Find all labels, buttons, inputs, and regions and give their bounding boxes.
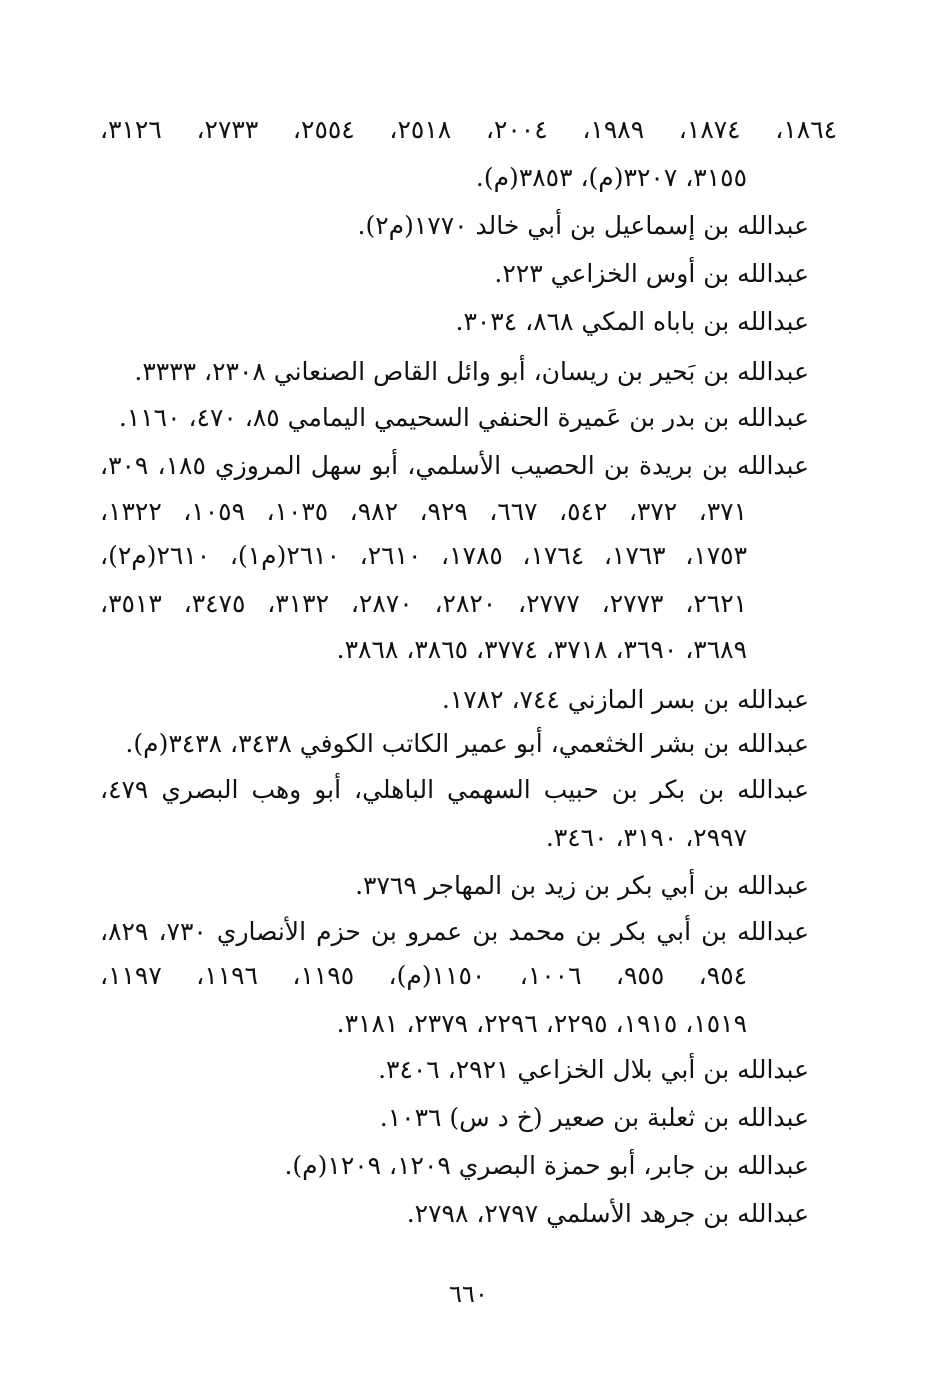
index-entry: عبدالله بن جابر، أبو حمزة البصري ١٢٠٩، ١٢٠٩(م). (284, 1151, 809, 1180)
index-line: ٣٦٨٩، ٣٦٩٠، ٣٧١٨، ٣٧٧٤، ٣٨٦٥، ٣٨٦٨. (336, 635, 747, 664)
index-entry: عبدالله بن بكر بن حبيب السهمي الباهلي، أبو وهب البصري ٤٧٩، (100, 775, 809, 804)
index-entry: عبدالله بن إسماعيل بن أبي خالد ١٧٧٠(م٢). (357, 211, 809, 240)
index-entry: عبدالله بن بشر الخثعمي، أبو عمير الكاتب الكوفي ٣٤٣٨، ٣٤٣٨(م). (125, 729, 809, 758)
index-entry: عبدالله بن أوس الخزاعي ٢٢٣. (494, 259, 809, 288)
index-entry: عبدالله بن أبي بكر بن محمد بن عمرو بن حزم الأنصاري ٧٣٠، ٨٢٩، (100, 917, 809, 946)
index-line: ١٧٥٣، ١٧٦٣، ١٧٦٤، ١٧٨٥، ٢٦١٠، ٢٦١٠(م١)، ٢٦١٠(م٢)، (100, 541, 747, 570)
index-entry: عبدالله بن باباه المكي ٨٦٨، ٣٠٣٤. (455, 307, 809, 336)
index-line: ٣١٥٥، ٣٢٠٧(م)، ٣٨٥٣(م). (475, 163, 747, 192)
index-line: ١٥١٩، ١٩١٥، ٢٢٩٥، ٢٢٩٦، ٢٣٧٩، ٣١٨١. (336, 1009, 747, 1038)
index-line: ١٨٦٤، ١٨٧٤، ١٩٨٩، ٢٠٠٤، ٢٥١٨، ٢٥٥٤، ٢٧٣٣، ٣١٢٦، (100, 115, 837, 144)
index-entry: عبدالله بن بدر بن عَميرة الحنفي السحيمي اليمامي ٨٥، ٤٧٠، ١١٦٠. (118, 403, 809, 432)
index-entry: عبدالله بن بسر المازني ٧٤٤، ١٧٨٢. (441, 685, 809, 714)
index-entry: عبدالله بن أبي بلال الخزاعي ٢٩٢١، ٣٤٠٦. (378, 1055, 809, 1084)
index-entry: عبدالله بن بَحير بن ريسان، أبو وائل القاص الصنعاني ٢٣٠٨، ٣٣٣٣. (134, 357, 809, 386)
index-line: ٢٩٩٧، ٣١٩٠، ٣٤٦٠. (545, 823, 747, 852)
index-entry: عبدالله بن ثعلبة بن صعير (خ د س) ١٠٣٦. (379, 1103, 809, 1132)
index-line: ٩٥٤، ٩٥٥، ١٠٠٦، ١١٥٠(م)، ١١٩٥، ١١٩٦، ١١٩٧، (100, 961, 747, 990)
index-line: ٣٧١، ٣٧٢، ٥٤٢، ٦٦٧، ٩٢٩، ٩٨٢، ١٠٣٥، ١٠٥٩، ١٣٢٢، (100, 497, 747, 526)
index-line: ٢٦٢١، ٢٧٧٣، ٢٧٧٧، ٢٨٢٠، ٢٨٧٠، ٣١٣٢، ٣٤٧٥، ٣٥١٣، (100, 589, 747, 618)
index-entry: عبدالله بن أبي بكر بن زيد بن المهاجر ٣٧٦٩. (355, 871, 809, 900)
index-entry: عبدالله بن بريدة بن الحصيب الأسلمي، أبو سهل المروزي ١٨٥، ٣٠٩، (100, 451, 809, 480)
index-entry: عبدالله بن جرهد الأسلمي ٢٧٩٧، ٢٧٩٨. (406, 1199, 809, 1228)
page-number: ٦٦٠ (449, 1280, 488, 1308)
